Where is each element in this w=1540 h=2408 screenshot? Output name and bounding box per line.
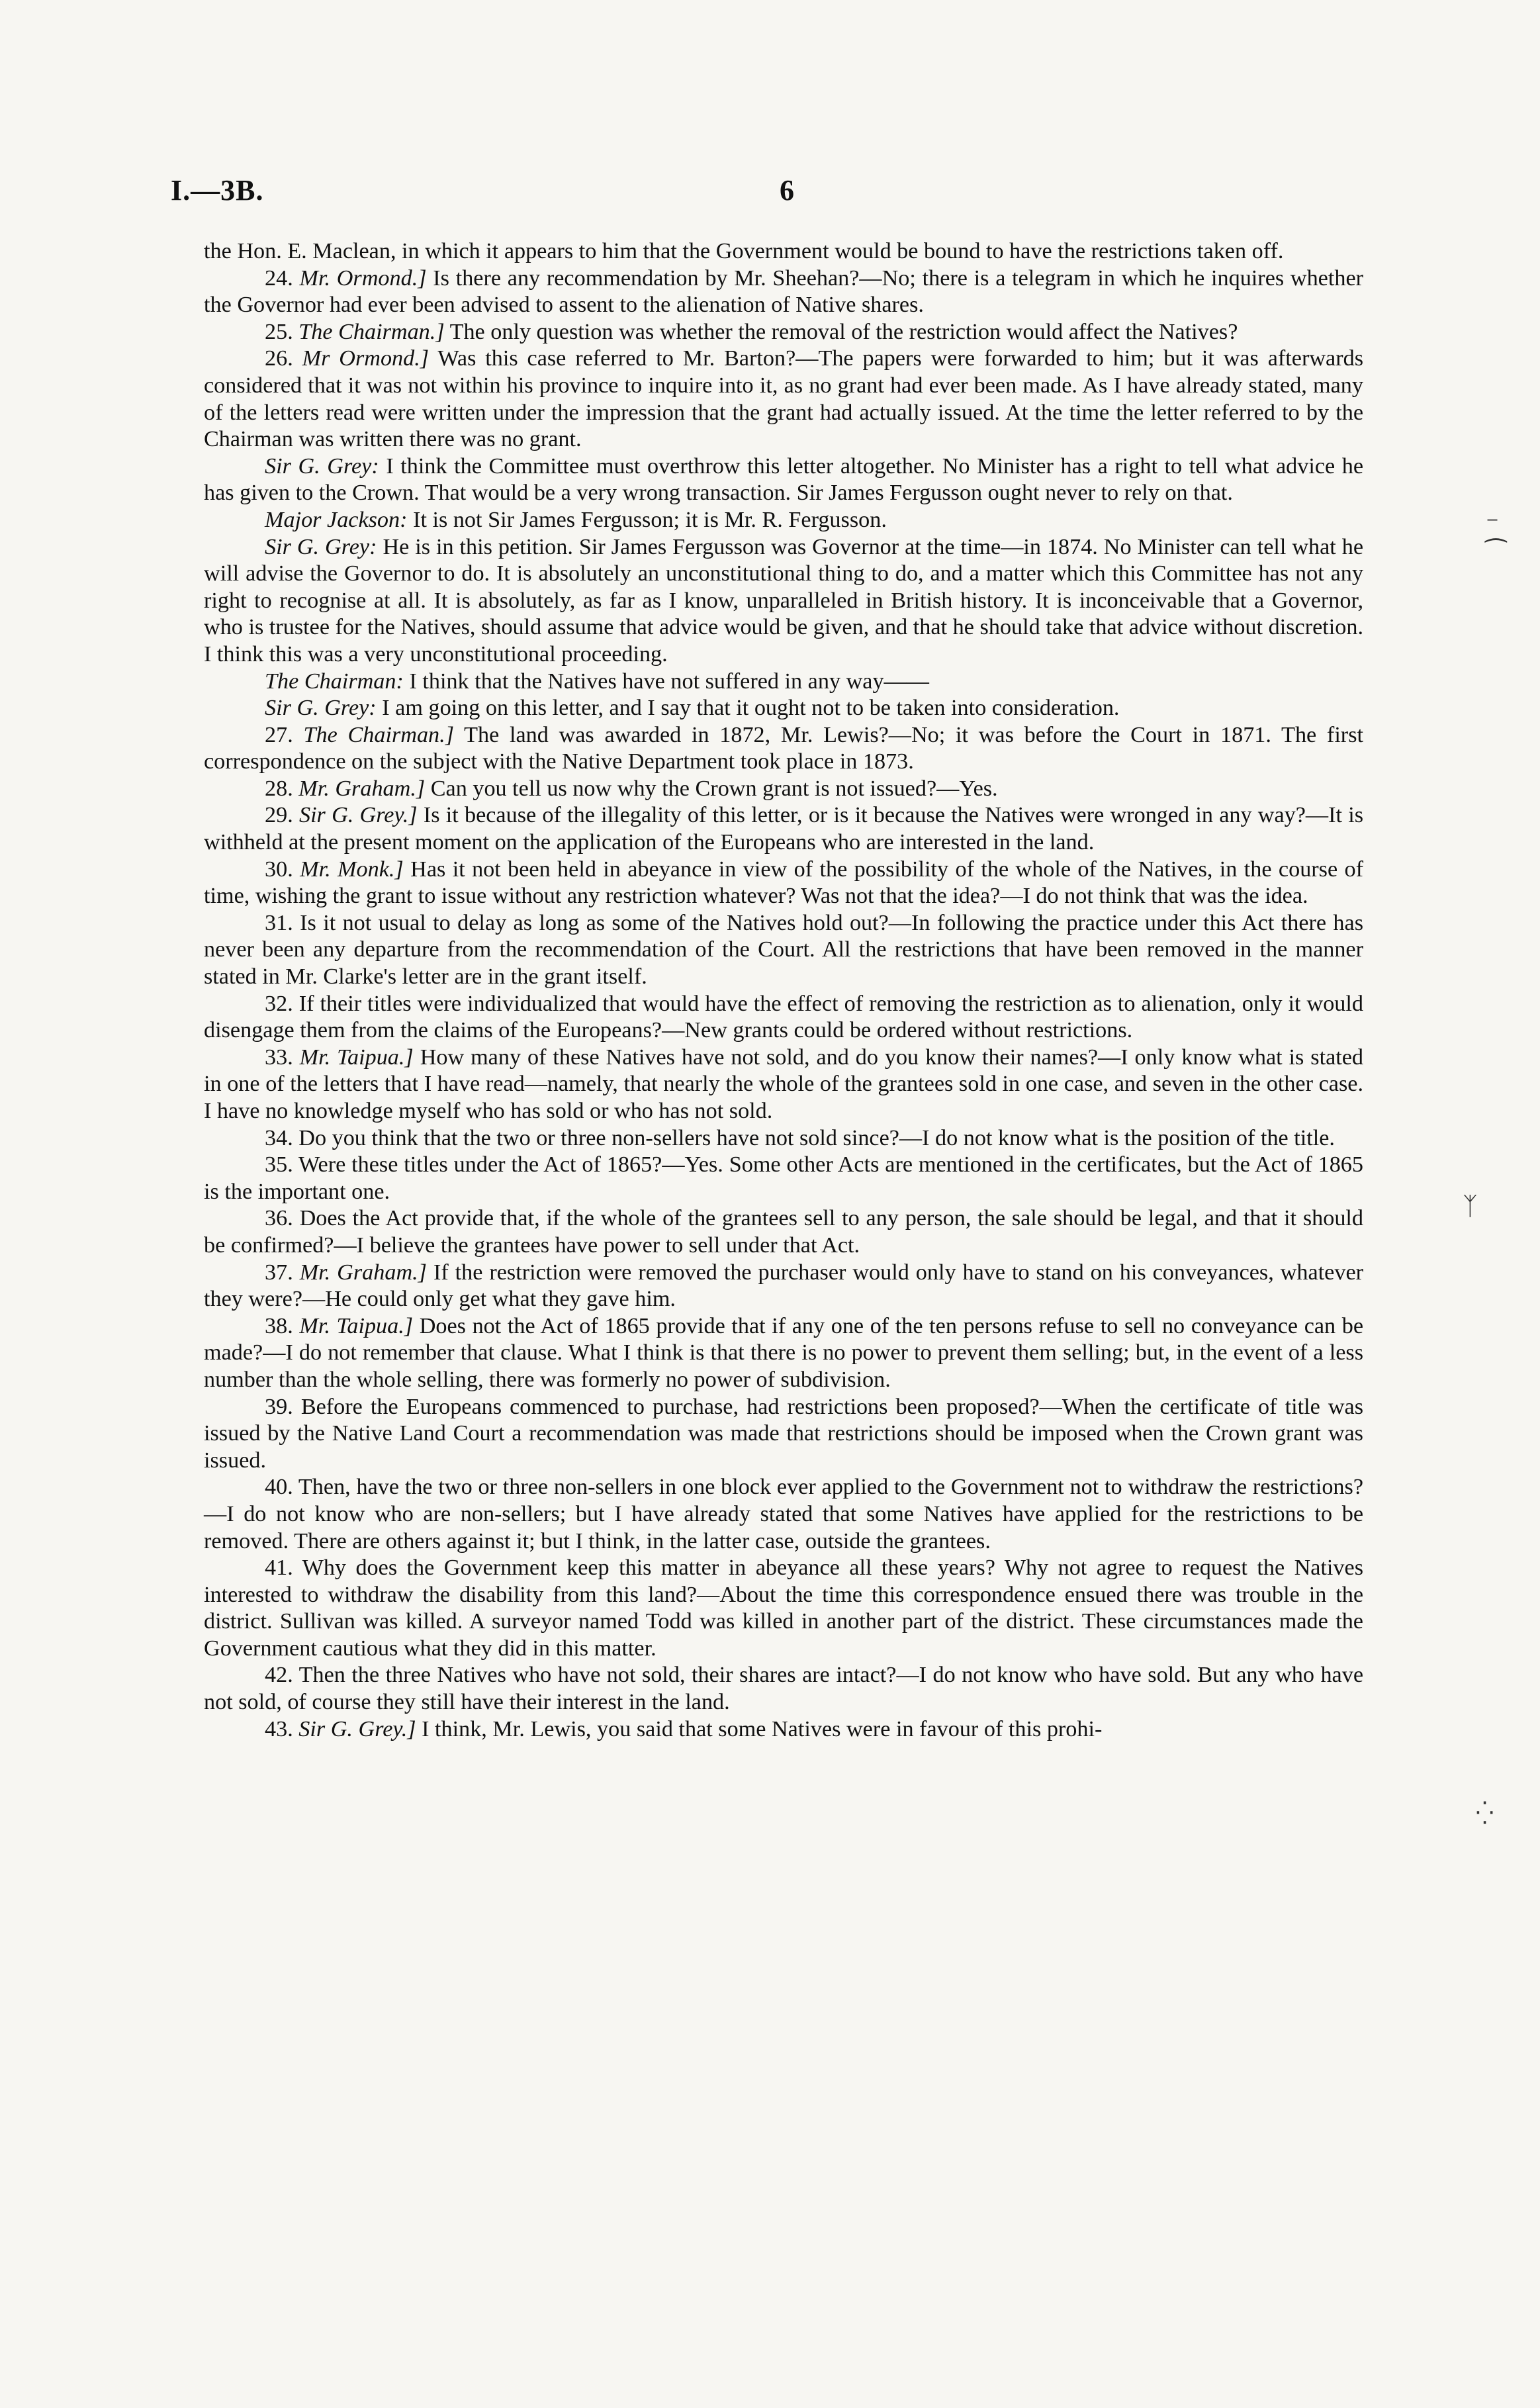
question-number: 40. bbox=[265, 1475, 293, 1500]
paragraph-text: It is not Sir James Fergusson; it is Mr. R. Fergusson. bbox=[413, 507, 887, 532]
question-number: 26. bbox=[265, 346, 293, 371]
question-number: 42. bbox=[265, 1663, 293, 1688]
paragraph-text: Is it not usual to delay as long as some of the Natives hold out?—In following the practice under this Act there has never been any departure from the recommendation of the Court. All the restrictions that have been removed in the manner stated in Mr. Clarke's letter are in the grant itself. bbox=[204, 910, 1363, 990]
paragraph bbox=[204, 1716, 1363, 1743]
paragraph bbox=[204, 1474, 1363, 1555]
paragraph-text: Can you tell us now why the Crown grant is not issued?—Yes. bbox=[430, 776, 998, 801]
paragraph bbox=[204, 802, 1363, 856]
page-number: 6 bbox=[780, 174, 794, 207]
paragraph-text: Why does the Government keep this matter in abeyance all these years? Why not agree to request the Natives interested to withdraw the disability from this land?—About the time this correspondence ensued there was trouble in the district. Sullivan was killed. A surveyor named Todd was killed in another part of the district. These circumstances made the Government cautious what they did in this matter. bbox=[204, 1555, 1363, 1661]
paragraph-text: Is it because of the illegality of this letter, or is it because the Natives were wronged in any way?—It is withheld at the present moment on the application of the Europeans who are interested in the land. bbox=[204, 803, 1364, 855]
speaker-name: Mr. Taipua.] bbox=[299, 1313, 414, 1338]
speaker-name: Sir G. Grey.] bbox=[298, 803, 418, 828]
question-number: 32. bbox=[265, 991, 293, 1016]
paragraph-text: I think, Mr. Lewis, you said that some Natives were in favour of this prohi- bbox=[422, 1716, 1103, 1741]
paragraph bbox=[204, 265, 1363, 319]
paragraph bbox=[204, 453, 1363, 507]
margin-mark: ᛉ bbox=[1463, 1191, 1478, 1221]
paragraph-text: Then the three Natives who have not sold, their shares are intact?—I do not know who have sold. But any who have not sold, of course they still have their interest in the land. bbox=[204, 1663, 1363, 1715]
paragraph bbox=[204, 1394, 1363, 1475]
question-number: 41. bbox=[265, 1555, 293, 1581]
paragraph-text: The only question was whether the removal of the restriction would affect the Natives? bbox=[449, 319, 1238, 344]
speaker-name: Mr Ormond.] bbox=[302, 346, 430, 371]
speaker-name: Mr. Monk.] bbox=[300, 857, 404, 882]
question-number: 36. bbox=[265, 1206, 293, 1231]
question-number: 34. bbox=[265, 1125, 293, 1150]
paragraph-text: the Hon. E. Maclean, in which it appears to him that the Government would be bound to have the restrictions taken off. bbox=[204, 239, 1284, 263]
question-number: 30. bbox=[265, 857, 293, 882]
question-number: 38. bbox=[265, 1313, 293, 1338]
paragraph-text: Were these titles under the Act of 1865?—Yes. Some other Acts are mentioned in the certificates, but the Act of 1865 is the important one. bbox=[204, 1152, 1363, 1204]
document-reference: I.—3B. bbox=[171, 174, 264, 207]
speaker-name: Sir G. Grey: bbox=[265, 534, 377, 559]
paragraph bbox=[204, 507, 1363, 534]
paragraph-text: Has it not been held in abeyance in view of the possibility of the whole of the Natives, in the course of time, wishing the grant to issue without any restriction whatever? Was not that the idea?—I do not think that was the idea. bbox=[204, 857, 1364, 909]
margin-mark: ⁻ ⁀ bbox=[1486, 510, 1506, 568]
paragraph-text: He is in this petition. Sir James Fergusson was Governor at the time—in 1874. No Minister can tell what he will advise the Governor to do. It is absolutely an unconstitutional thing to do, and a matter which this Committee has not any right to recognise at all. It is absolutely, as far as I know, unparalleled in British history. It is inconceivable that a Governor, who is trustee for the Natives, should assume that advice would be given, and that he should take that advice without discretion. I think this was a very unconstitutional proceeding. bbox=[204, 534, 1364, 667]
speaker-name: Sir G. Grey.] bbox=[298, 1716, 416, 1741]
question-number: 27. bbox=[265, 722, 293, 747]
question-number: 31. bbox=[265, 910, 293, 935]
question-number: 25. bbox=[265, 319, 293, 344]
paragraph-text: Does not the Act of 1865 provide that if any one of the ten persons refuse to sell no conveyance can be made?—I do not remember that clause. What I think is that there is no power to prevent them selling; but, in the event of a less number than the whole selling, there was formerly no power of subdivision. bbox=[204, 1313, 1364, 1392]
paragraph-text: Is there any recommendation by Mr. Sheehan?—No; there is a telegram in which he inquires whether the Governor had ever been advised to assent to the alienation of Native shares. bbox=[204, 265, 1364, 318]
speaker-name: Mr. Taipua.] bbox=[299, 1044, 414, 1070]
speaker-name: The Chairman.] bbox=[303, 722, 454, 747]
paragraph bbox=[204, 669, 1363, 696]
paragraph bbox=[204, 1555, 1363, 1662]
document-body bbox=[204, 238, 1363, 1743]
speaker-name: Mr. Graham.] bbox=[299, 1260, 427, 1285]
paragraph bbox=[204, 857, 1363, 910]
paragraph-text: If the restriction were removed the purchaser would only have to stand on his conveyances, whatever they were?—He could only get what they gave him. bbox=[204, 1260, 1364, 1312]
paragraph-text: If their titles were individualized that would have the effect of removing the restriction as to alienation, only it would disengage them from the claims of the Europeans?—New grants could be ordered without restrictions. bbox=[204, 991, 1363, 1043]
paragraph-text: I think the Committee must overthrow this letter altogether. No Minister has a right to tell what advice he has given to the Crown. That would be a very wrong transaction. Sir James Fergusson ought never to rely on that. bbox=[204, 453, 1363, 506]
paragraph-text: Does the Act provide that, if the whole of the grantees sell to any person, the sale should be legal, and that it should be confirmed?—I believe the grantees have power to sell under that Act. bbox=[204, 1206, 1364, 1258]
paragraph bbox=[204, 319, 1363, 346]
paragraph bbox=[204, 1205, 1363, 1259]
page-header bbox=[171, 173, 1369, 213]
question-number: 37. bbox=[265, 1260, 293, 1285]
speaker-name: Major Jackson: bbox=[265, 507, 408, 532]
question-number: 29. bbox=[265, 803, 293, 828]
paragraph-text: The land was awarded in 1872, Mr. Lewis?—No; it was before the Court in 1871. The first correspondence on the subject with the Native Department took place in 1873. bbox=[204, 722, 1363, 774]
paragraph-text: Do you think that the two or three non-sellers have not sold since?—I do not know what is the position of the title. bbox=[298, 1125, 1335, 1150]
question-number: 33. bbox=[265, 1044, 293, 1070]
speaker-name: Mr. Ormond.] bbox=[299, 265, 427, 291]
paragraph bbox=[204, 991, 1363, 1044]
paragraph bbox=[204, 1662, 1363, 1716]
paragraph bbox=[204, 910, 1363, 991]
paragraph bbox=[204, 1044, 1363, 1125]
paragraph bbox=[204, 346, 1363, 453]
paragraph-text: I am going on this letter, and I say that it ought not to be taken into consideration. bbox=[382, 696, 1120, 721]
paragraph bbox=[204, 1313, 1363, 1394]
paragraph-text: Before the Europeans commenced to purchase, had restrictions been proposed?—When the certificate of title was issued by the Native Land Court a recommendation was made that restrictions should be imposed when the Crown grant was issued. bbox=[204, 1394, 1363, 1473]
speaker-name: The Chairman.] bbox=[298, 319, 445, 344]
speaker-name: The Chairman: bbox=[265, 669, 404, 694]
speaker-name: Sir G. Grey: bbox=[265, 696, 377, 721]
paragraph bbox=[204, 776, 1363, 803]
paragraph bbox=[204, 1260, 1363, 1313]
paragraph bbox=[204, 1152, 1363, 1205]
paragraph-text: I think that the Natives have not suffered in any way—— bbox=[409, 669, 929, 694]
speaker-name: Mr. Graham.] bbox=[298, 776, 426, 801]
question-number: 28. bbox=[265, 776, 293, 801]
question-number: 35. bbox=[265, 1152, 293, 1178]
margin-mark: ⁛ bbox=[1476, 1800, 1494, 1827]
question-number: 39. bbox=[265, 1394, 293, 1419]
paragraph bbox=[204, 1125, 1363, 1152]
paragraph bbox=[204, 722, 1363, 776]
paragraph-text: Then, have the two or three non-sellers in one block ever applied to the Government not to withdraw the restrictions?—I do not know who are non-sellers; but I have already stated that some Natives have applied for the restrictions to be removed. There are others against it; but I think, in the latter case, outside the grantees. bbox=[204, 1475, 1363, 1553]
speaker-name: Sir G. Grey: bbox=[265, 453, 379, 479]
question-number: 43. bbox=[265, 1716, 293, 1741]
paragraph bbox=[204, 238, 1363, 265]
paragraph bbox=[204, 695, 1363, 722]
question-number: 24. bbox=[265, 265, 293, 291]
paragraph-text: How many of these Natives have not sold, and do you know their names?—I only know what is stated in one of the letters that I have read—namely, that nearly the whole of the grantees sold in one case, and seven in the other case. I have no knowledge myself who has sold or who has not sold. bbox=[204, 1044, 1364, 1123]
paragraph-text: Was this case referred to Mr. Barton?—The papers were forwarded to him; but it was afterwards considered that it was not within his province to inquire into it, as no grant had ever been made. As I have already stated, many of the letters read were written under the impression that the grant had actually issued. At the time the letter referred to by the Chairman was written there was no grant. bbox=[204, 346, 1363, 452]
paragraph bbox=[204, 534, 1363, 669]
